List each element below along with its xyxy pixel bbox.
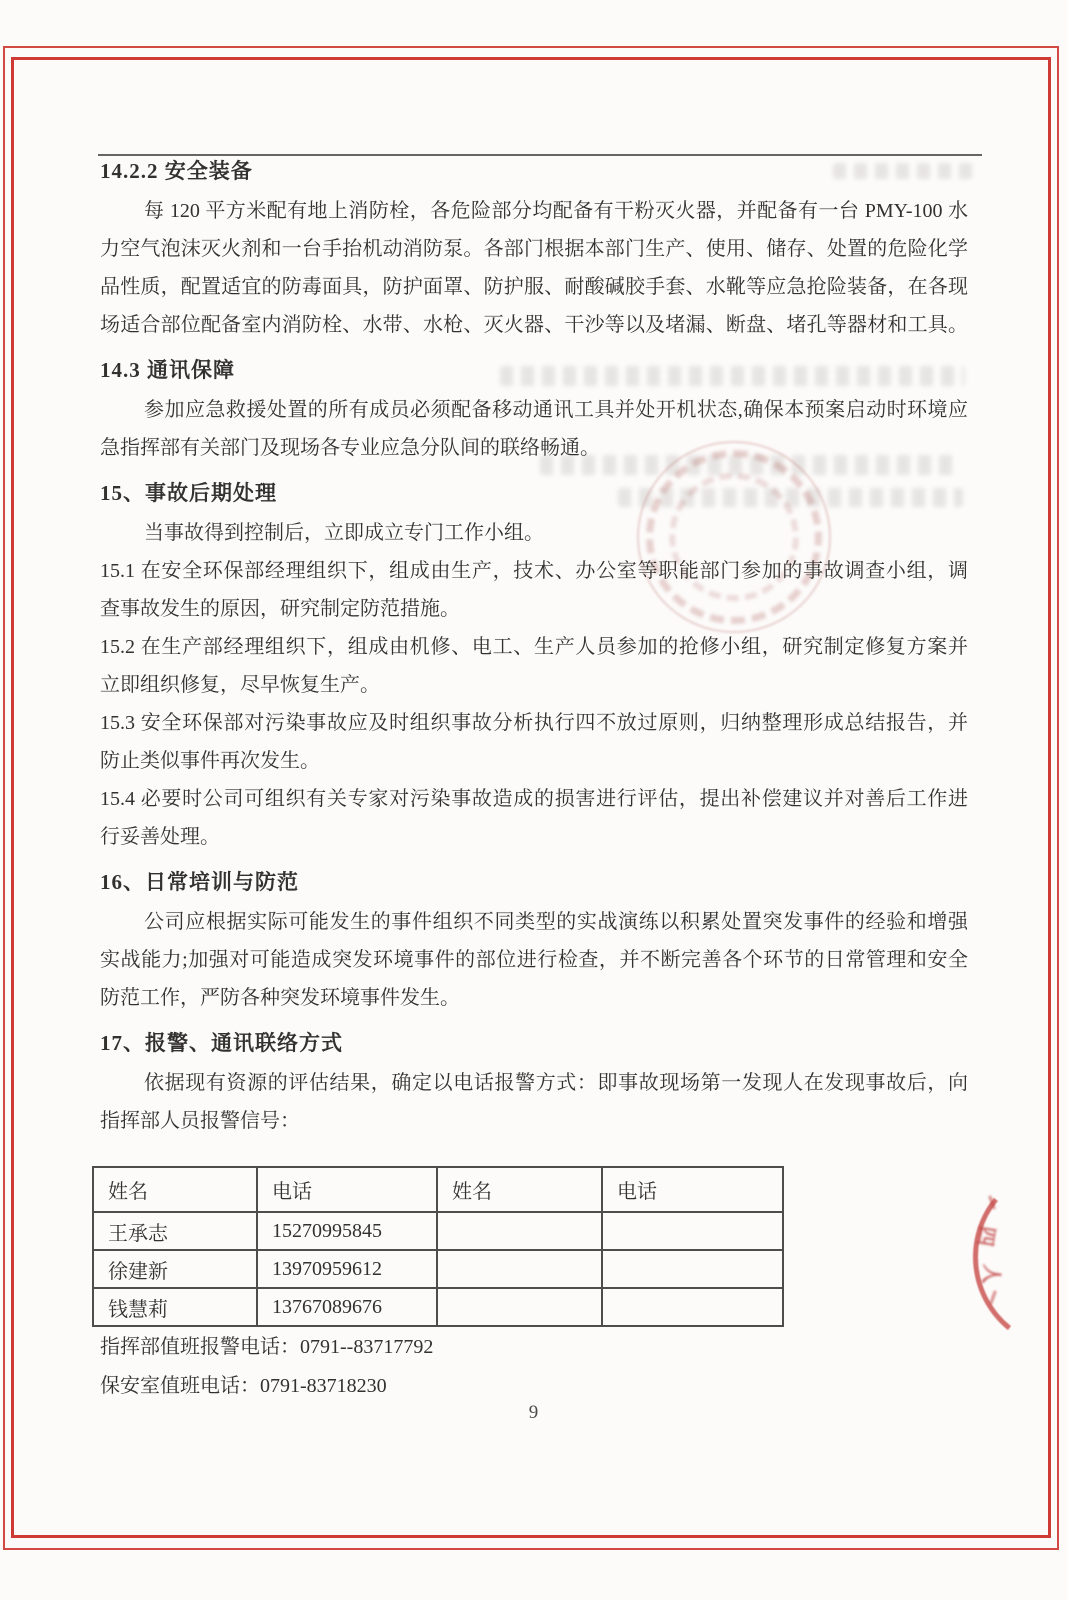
- table-header-cell: 姓名: [437, 1167, 602, 1212]
- table-cell: [602, 1288, 783, 1326]
- doc-line: 行妥善处理。: [100, 826, 220, 848]
- doc-line: 力空气泡沫灭火剂和一台手抬机动消防泵。各部门根据本部门生产、使用、储存、处置的危险化学: [100, 238, 968, 260]
- section-heading: 16、日常培训与防范: [100, 870, 299, 894]
- doc-line: 公司应根据实际可能发生的事件组织不同类型的实战演练以积累处置突发事件的经验和增强: [144, 911, 968, 933]
- doc-line: 实战能力;加强对可能造成突发环境事件的部位进行检查，并不断完善各个环节的日常管理和安全: [100, 949, 968, 971]
- section-heading: 14.2.2 安全装备: [100, 159, 253, 183]
- doc-line: 场适合部位配备室内消防栓、水带、水枪、灭火器、干沙等以及堵漏、断盘、堵孔等器材和工具。: [100, 314, 968, 336]
- doc-line: 依据现有资源的评估结果，确定以电话报警方式：即事故现场第一发现人在发现事故后，向: [144, 1072, 968, 1094]
- doc-line: 防止类似事件再次发生。: [100, 750, 320, 772]
- table-cell: [602, 1212, 783, 1250]
- table-cell: 钱慧莉: [93, 1288, 257, 1326]
- document-body: [100, 150, 968, 1405]
- table-cell: 徐建新: [93, 1250, 257, 1288]
- table-cell: [602, 1250, 783, 1288]
- table-cell: [437, 1288, 602, 1326]
- doc-line: 防范工作，严防各种突发环境事件发生。: [100, 987, 460, 1009]
- table-cell: 王承志: [93, 1212, 257, 1250]
- document-lines: [100, 150, 968, 1140]
- doc-line: 立即组织修复，尽早恢复生产。: [100, 674, 380, 696]
- table-cell: [437, 1212, 602, 1250]
- section-heading: 17、报警、通讯联络方式: [100, 1031, 343, 1055]
- doc-line: 15.3 安全环保部对污染事故应及时组织事故分析执行四不放过原则，归纳整理形成总结报告，并: [100, 712, 968, 734]
- table-row: [93, 1288, 783, 1326]
- doc-line: 15.1 在安全环保部经理组织下，组成由生产，技术、办公室等职能部门参加的事故调查小组，调: [100, 560, 968, 582]
- edge-stamp-glyph: 四: [973, 1224, 998, 1248]
- table-header-cell: 姓名: [93, 1167, 257, 1212]
- page-number: 9: [528, 1402, 539, 1423]
- section-heading: 15、事故后期处理: [100, 481, 277, 505]
- section-heading: 14.3 通讯保障: [100, 358, 235, 382]
- doc-line: 查事故发生的原因，研究制定防范措施。: [100, 598, 460, 620]
- contacts-table: [92, 1166, 784, 1327]
- doc-line: 参加应急救援处置的所有成员必须配备移动通讯工具并处开机状态,确保本预案启动时环境应: [144, 399, 968, 421]
- table-row: [93, 1212, 783, 1250]
- table-cell: 15270995845: [257, 1212, 437, 1250]
- table-cell: [437, 1250, 602, 1288]
- table-cell: 13767089676: [257, 1288, 437, 1326]
- doc-line: 15.4 必要时公司可组织有关专家对污染事故造成的损害进行评估，提出补偿建议并对善后工作进: [100, 788, 968, 810]
- doc-line: 指挥部人员报警信号：: [100, 1110, 300, 1132]
- doc-line: 每 120 平方米配有地上消防栓，各危险部分均配备有干粉灭火器，并配备有一台 PMY-100 水: [144, 200, 968, 222]
- table-row: [93, 1250, 783, 1288]
- security-phone-line: 保安室值班电话：0791-83718230: [100, 1375, 387, 1397]
- duty-phone-line: 指挥部值班报警电话：0791--83717792: [100, 1336, 434, 1358]
- table-cell: 13970959612: [257, 1250, 437, 1288]
- table-header-cell: 电话: [257, 1167, 437, 1212]
- doc-line: 当事故得到控制后，立即成立专门工作小组。: [144, 522, 544, 544]
- table-header-cell: 电话: [602, 1167, 783, 1212]
- doc-line: 15.2 在生产部经理组织下，组成由机修、电工、生产人员参加的抢修小组，研究制定修复方案并: [100, 636, 968, 658]
- doc-line: 急指挥部有关部门及现场各专业应急分队间的联络畅通。: [100, 437, 600, 459]
- edge-stamp-glyph: 人: [978, 1263, 1003, 1286]
- doc-line: 品性质，配置适宜的防毒面具，防护面罩、防护服、耐酸碱胶手套、水靴等应急抢险装备，在各现: [100, 276, 968, 298]
- table-header-row: [93, 1167, 783, 1212]
